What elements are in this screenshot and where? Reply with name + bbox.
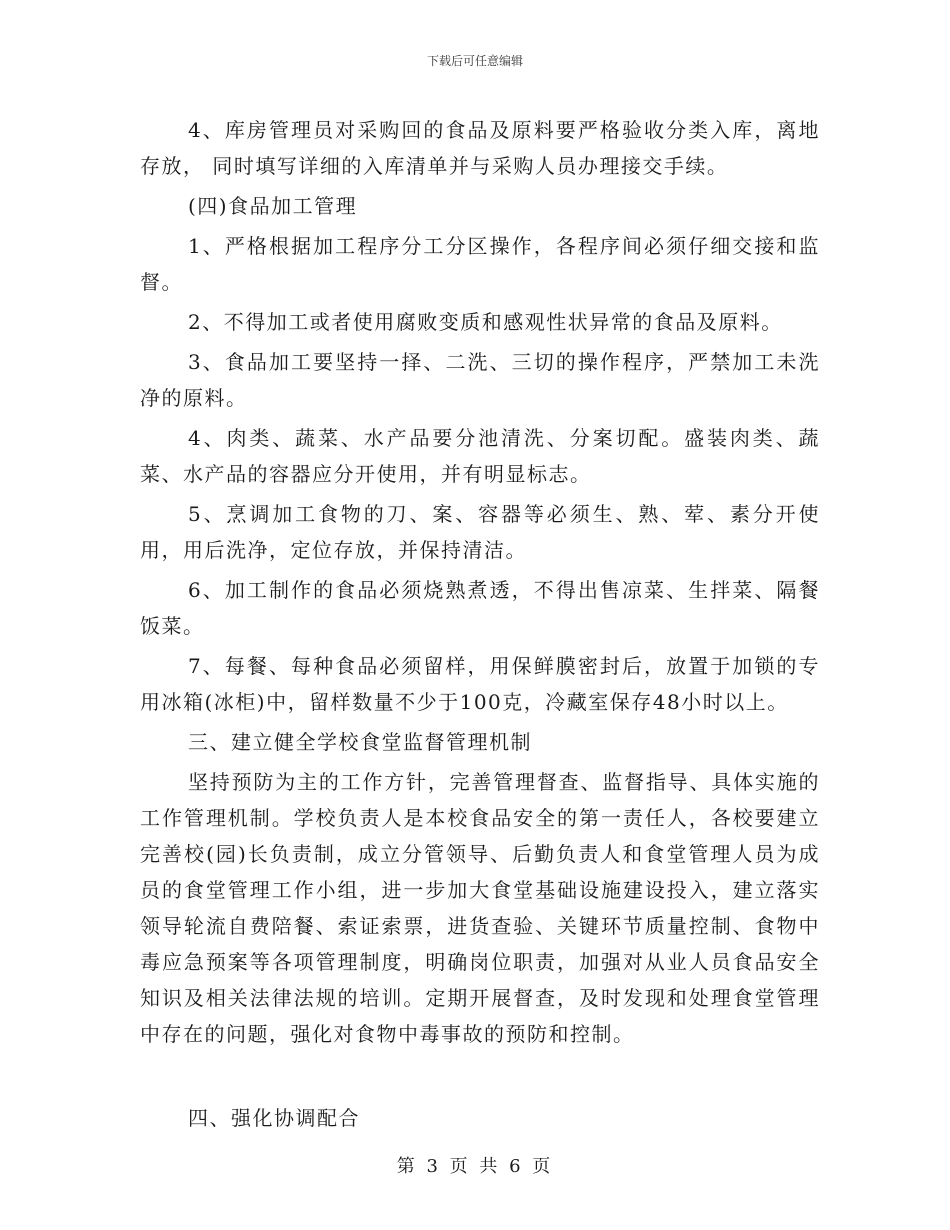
paragraph-processing-1: 1、严格根据加工程序分工分区操作，各程序间必须仔细交接和监督。 bbox=[140, 234, 820, 294]
paragraph-processing-4: 4、肉类、蔬菜、水产品要分池清洗、分案切配。盛装肉类、蔬菜、水产品的容器应分开使用，并有明显标志。 bbox=[140, 426, 820, 486]
paragraph-processing-2: 2、不得加工或者使用腐败变质和感观性状异常的食品及原料。 bbox=[188, 310, 783, 334]
spacer bbox=[140, 1052, 820, 1100]
document-body bbox=[140, 112, 820, 1136]
paragraph-storage-4: 4、库房管理员对采购回的食品及原料要严格验收分类入库，离地存放， 同时填写详细的入库清单并与采购人员办理接交手续。 bbox=[140, 118, 820, 178]
section-heading-coordination: 四、强化协调配合 bbox=[188, 1106, 360, 1130]
paragraph-processing-6: 6、加工制作的食品必须烧熟煮透，不得出售凉菜、生拌菜、隔餐饭菜。 bbox=[140, 578, 820, 638]
header-note: 下载后可任意编辑 bbox=[426, 54, 523, 68]
paragraph-processing-5: 5、烹调加工食物的刀、案、容器等必须生、熟、荤、素分开使用，用后洗净，定位存放，并保持清洁。 bbox=[140, 502, 820, 562]
page-number-footer: 第 3 页 共 6 页 bbox=[396, 1156, 554, 1177]
section-heading-food-processing: (四)食品加工管理 bbox=[188, 194, 358, 218]
paragraph-processing-7: 7、每餐、每种食品必须留样，用保鲜膜密封后，放置于加锁的专用冰箱(冰柜)中，留样数量不少于100克，冷藏室保存48小时以上。 bbox=[140, 654, 820, 714]
section-heading-supervision: 三、建立健全学校食堂监督管理机制 bbox=[188, 730, 532, 754]
paragraph-supervision-body: 坚持预防为主的工作方针，完善管理督查、监督指导、具体实施的工作管理机制。学校负责人是本校食品安全的第一责任人，各校要建立完善校(园)长负责制，成立分管领导、后勤负责人和食堂管理人员为成员的食堂管理工作小组，进一步加大食堂基础设施建设投入，建立落实领导轮流自费陪餐、索证索票，进货查验、关键环节质量控制、食物中毒应急预案等各项管理制度，明确岗位职责，加强对从业人员食品安全知识及相关法律法规的培训。定期开展督查，及时发现和处理食堂管理中存在的问题，强化对食物中毒事故的预防和控制。 bbox=[140, 770, 820, 1046]
paragraph-processing-3: 3、食品加工要坚持一择、二洗、三切的操作程序，严禁加工未洗净的原料。 bbox=[140, 350, 820, 410]
